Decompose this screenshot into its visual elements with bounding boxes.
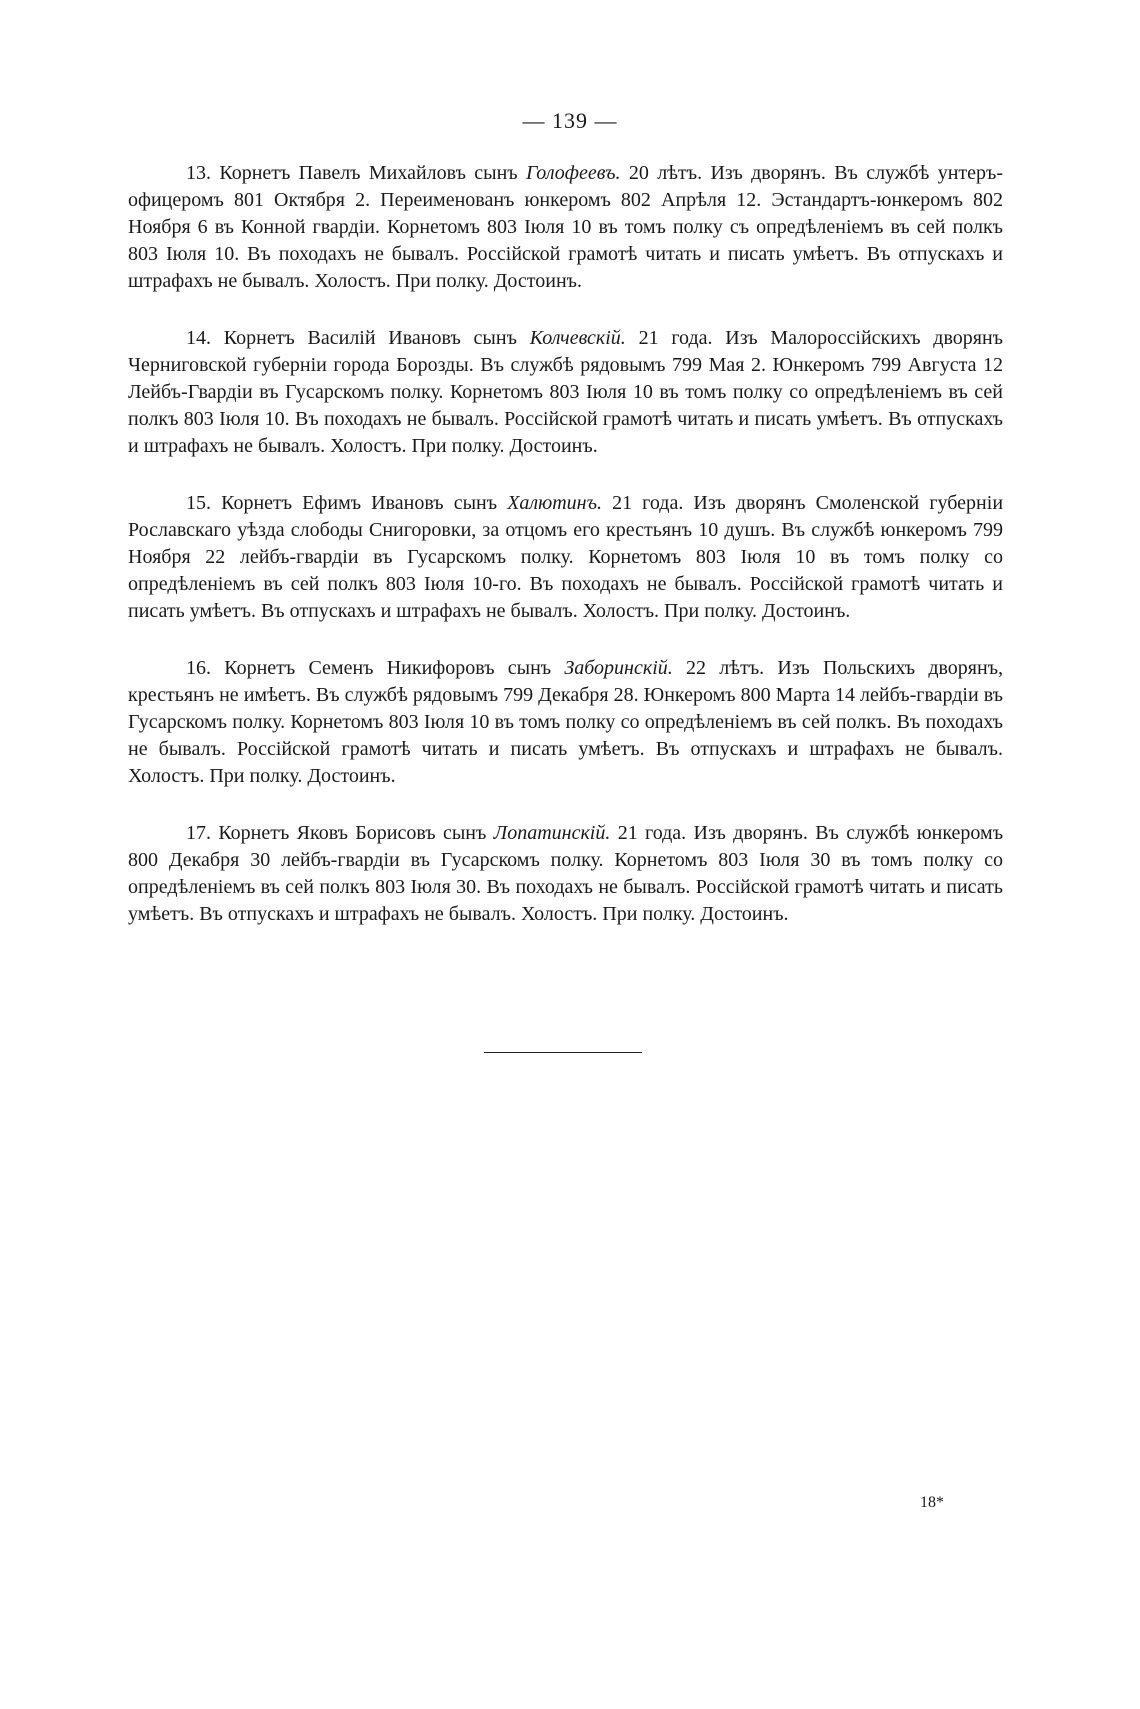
entry-intro: Корнетъ Ефимъ Ивановъ сынъ — [221, 492, 498, 514]
printer-signature: 18* — [920, 1494, 944, 1511]
entry-intro: Корнетъ Василій Ивановъ сынъ — [223, 327, 517, 349]
page-body — [128, 160, 1003, 958]
entry-intro: Корнетъ Яковъ Борисовъ сынъ — [218, 822, 487, 844]
entry-16 — [128, 655, 1003, 790]
section-divider — [484, 1052, 642, 1053]
entry-number: 15. — [186, 492, 211, 514]
entry-number: 14. — [186, 327, 211, 349]
entry-14 — [128, 325, 1003, 460]
entry-intro: Корнетъ Павелъ Михайловъ сынъ — [219, 162, 518, 184]
page-number: — 139 — — [522, 108, 618, 133]
entry-surname: Халютинъ. — [507, 492, 602, 514]
entry-17 — [128, 820, 1003, 928]
entry-surname: Колчевскій. — [529, 327, 626, 349]
entry-13 — [128, 160, 1003, 295]
entry-surname: Лопатинскій. — [493, 822, 611, 844]
entry-number: 13. — [186, 162, 211, 184]
entry-text: 21 года. Изъ дворянъ. Въ службѣ юнкеромъ 800 Декабря 30 лейбъ-гвардіи въ Гусарскомъ полку. Корнетомъ 803 Іюля 30 въ томъ полку со опредѣленіемъ въ сей полкъ 803 Іюля 30. Въ походахъ не бывалъ. Россійской грамотѣ читать и писать умѣетъ. Въ отпускахъ и штрафахъ не бывалъ. Холостъ. При полку. Достоинъ. — [128, 822, 1004, 925]
entry-text: 21 года. Изъ дворянъ Смоленской губерніи Рославскаго уѣзда слободы Снигоровки, за отцомъ его крестьянъ 10 душъ. Въ службѣ юнкеромъ 799 Ноября 22 лейбъ-гвардіи въ Гусарскомъ полку. Корнетомъ 803 Іюля 10 въ томъ полку со опредѣленіемъ въ сей полкъ 803 Іюля 10-го. Въ походахъ не бывалъ. Россійской грамотѣ читать и писать умѣетъ. Въ отпускахъ и штрафахъ не бывалъ. Холостъ. При полку. Достоинъ. — [128, 492, 1004, 622]
entry-surname: Голофеевъ. — [525, 162, 621, 184]
entry-text: 20 лѣтъ. Изъ дворянъ. Въ службѣ унтеръ-офицеромъ 801 Октября 2. Переименованъ юнкеромъ 802 Апрѣля 12. Эстандартъ-юнкеромъ 802 Ноября 6 въ Конной гвардіи. Корнетомъ 803 Іюля 10 въ томъ полку съ опредѣленіемъ въ сей полкъ 803 Іюля 10. Въ походахъ не бывалъ. Россійской грамотѣ читать и писать умѣетъ. Въ отпускахъ и штрафахъ не бывалъ. Холостъ. При полку. Достоинъ. — [128, 162, 1004, 292]
entry-15 — [128, 490, 1003, 625]
entry-text: 21 года. Изъ Малороссійскихъ дворянъ Черниговской губерніи города Борозды. Въ службѣ рядовымъ 799 Мая 2. Юнкеромъ 799 Августа 12 Лейбъ-Гвардіи въ Гусарскомъ полку. Корнетомъ 803 Іюля 10 въ томъ полку со опредѣленіемъ въ сей полкъ 803 Іюля 10. Въ походахъ не бывалъ. Россійской грамотѣ читать и писать умѣетъ. Въ отпускахъ и штрафахъ не бывалъ. Холостъ. При полку. Достоинъ. — [128, 327, 1004, 457]
entry-number: 16. — [186, 657, 211, 679]
entry-number: 17. — [186, 822, 211, 844]
entry-text: 22 лѣтъ. Изъ Польскихъ дворянъ, крестьянъ не имѣетъ. Въ службѣ рядовымъ 799 Декабря 28. Юнкеромъ 800 Марта 14 лейбъ-гвардіи въ Гусарскомъ полку. Корнетомъ 803 Іюля 10 въ томъ полку со опредѣленіемъ въ сей полкъ. Въ походахъ не бывалъ. Россійской грамотѣ читать и писать умѣетъ. Въ отпускахъ и штрафахъ не бывалъ. Холостъ. При полку. Достоинъ. — [128, 657, 1004, 787]
entry-surname: Заборинскій. — [564, 657, 673, 679]
entry-intro: Корнетъ Семенъ Никифоровъ сынъ — [224, 657, 552, 679]
